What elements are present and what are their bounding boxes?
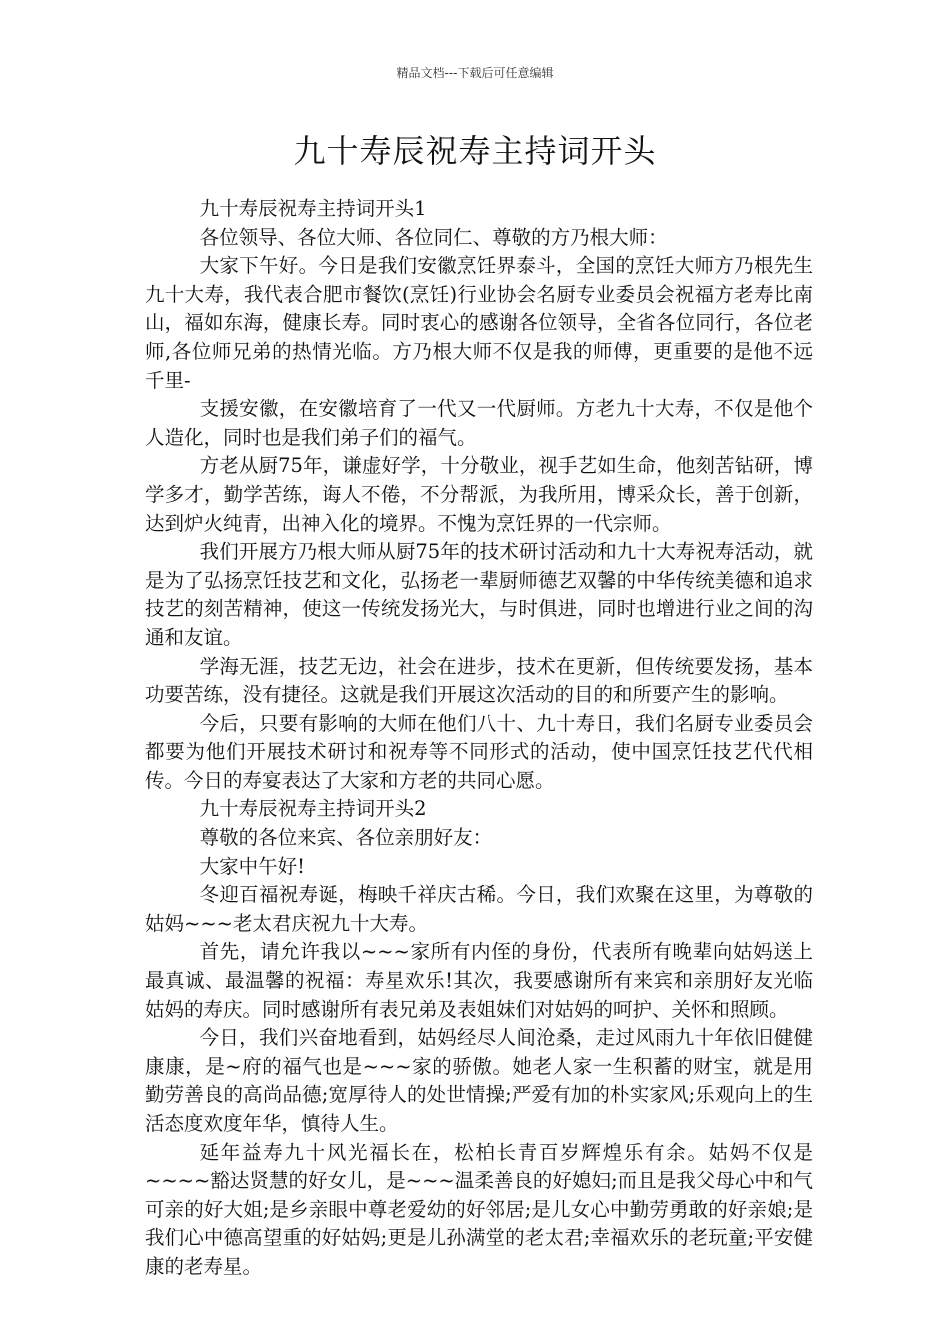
document-body (145, 195, 813, 1282)
paragraph: 首先，请允许我以~~~家所有内侄的身份，代表所有晚辈向姑妈送上最真诚、最温馨的祝福：寿星欢乐!其次，我要感谢所有来宾和亲朋好友光临姑妈的寿庆。同时感谢所有表兄弟及表姐妹们对姑妈的呵护、关怀和照顾。 (145, 940, 813, 1021)
paragraph: 各位领导、各位大师、各位同仁、尊敬的方乃根大师： (199, 225, 668, 249)
paragraph: 支援安徽，在安徽培育了一代又一代厨师。方老九十大寿，不仅是他个人造化，同时也是我们弟子们的福气。 (145, 397, 813, 449)
paragraph: 大家下午好。今日是我们安徽烹饪界泰斗，全国的烹饪大师方乃根先生九十大寿，我代表合肥市餐饮(烹饪)行业协会名厨专业委员会祝福方老寿比南山，福如东海，健康长寿。同时衷心的感谢各位领导，全省各位同行，各位老师,各位师兄弟的热情光临。方乃根大师不仅是我的师傅，更重要的是他不远千里- (145, 254, 813, 392)
document-title: 九十寿辰祝寿主持词开头 (293, 132, 657, 170)
paragraph: 今后，只要有影响的大师在他们八十、九十寿日，我们名厨专业委员会都要为他们开展技术研讨和祝寿等不同形式的活动，使中国烹饪技艺代代相传。今日的寿宴表达了大家和方老的共同心愿。 (145, 711, 813, 792)
paragraph: 今日，我们兴奋地看到，姑妈经尽人间沧桑，走过风雨九十年依旧健健康康，是~府的福气也是~~~家的骄傲。她老人家一生积蓄的财宝，就是用勤劳善良的高尚品德;宽厚待人的处世情操;严爱有加的朴实家风;乐观向上的生活态度欢度年华，慎待人生。 (145, 1026, 813, 1135)
paragraph: 九十寿辰祝寿主持词开头1 (199, 197, 427, 220)
paragraph: 学海无涯，技艺无边，社会在进步，技术在更新，但传统要发扬，基本功要苦练，没有捷径。这就是我们开展这次活动的目的和所要产生的影响。 (145, 654, 813, 707)
paragraph: 大家中午好! (199, 854, 305, 878)
page-header: 精品文档---下载后可任意编辑 (396, 66, 554, 80)
paragraph: 延年益寿九十风光福长在，松柏长青百岁辉煌乐有余。姑妈不仅是~~~~豁达贤慧的好女儿，是~~~温柔善良的好媳妇;而且是我父母心中和气可亲的好大姐;是乡亲眼中尊老爱幼的好邻居;是儿女心中勤劳勇敢的好亲娘;是我们心中德高望重的好姑妈;更是儿孙满堂的老太君;幸福欢乐的老玩童;平安健康的老寿星。 (145, 1140, 813, 1278)
paragraph: 九十寿辰祝寿主持词开头2 (199, 797, 427, 821)
paragraph: 尊敬的各位来宾、各位亲朋好友： (199, 826, 493, 850)
paragraph: 方老从厨75年，谦虚好学，十分敬业，视手艺如生命，他刻苦钻研，博学多才，勤学苦练，诲人不倦，不分帮派，为我所用，博采众长，善于创新，达到炉火纯青，出神入化的境界。不愧为烹饪界的一代宗师。 (145, 454, 813, 535)
paragraph: 冬迎百福祝寿诞，梅映千祥庆古稀。今日，我们欢聚在这里，为尊敬的姑妈~~~老太君庆祝九十大寿。 (145, 883, 813, 935)
paragraph: 我们开展方乃根大师从厨75年的技术研讨活动和九十大寿祝寿活动，就是为了弘扬烹饪技艺和文化，弘扬老一辈厨师德艺双馨的中华传统美德和追求技艺的刻苦精神，使这一传统发扬光大，与时俱进，同时也增进行业之间的沟通和友谊。 (145, 540, 813, 649)
